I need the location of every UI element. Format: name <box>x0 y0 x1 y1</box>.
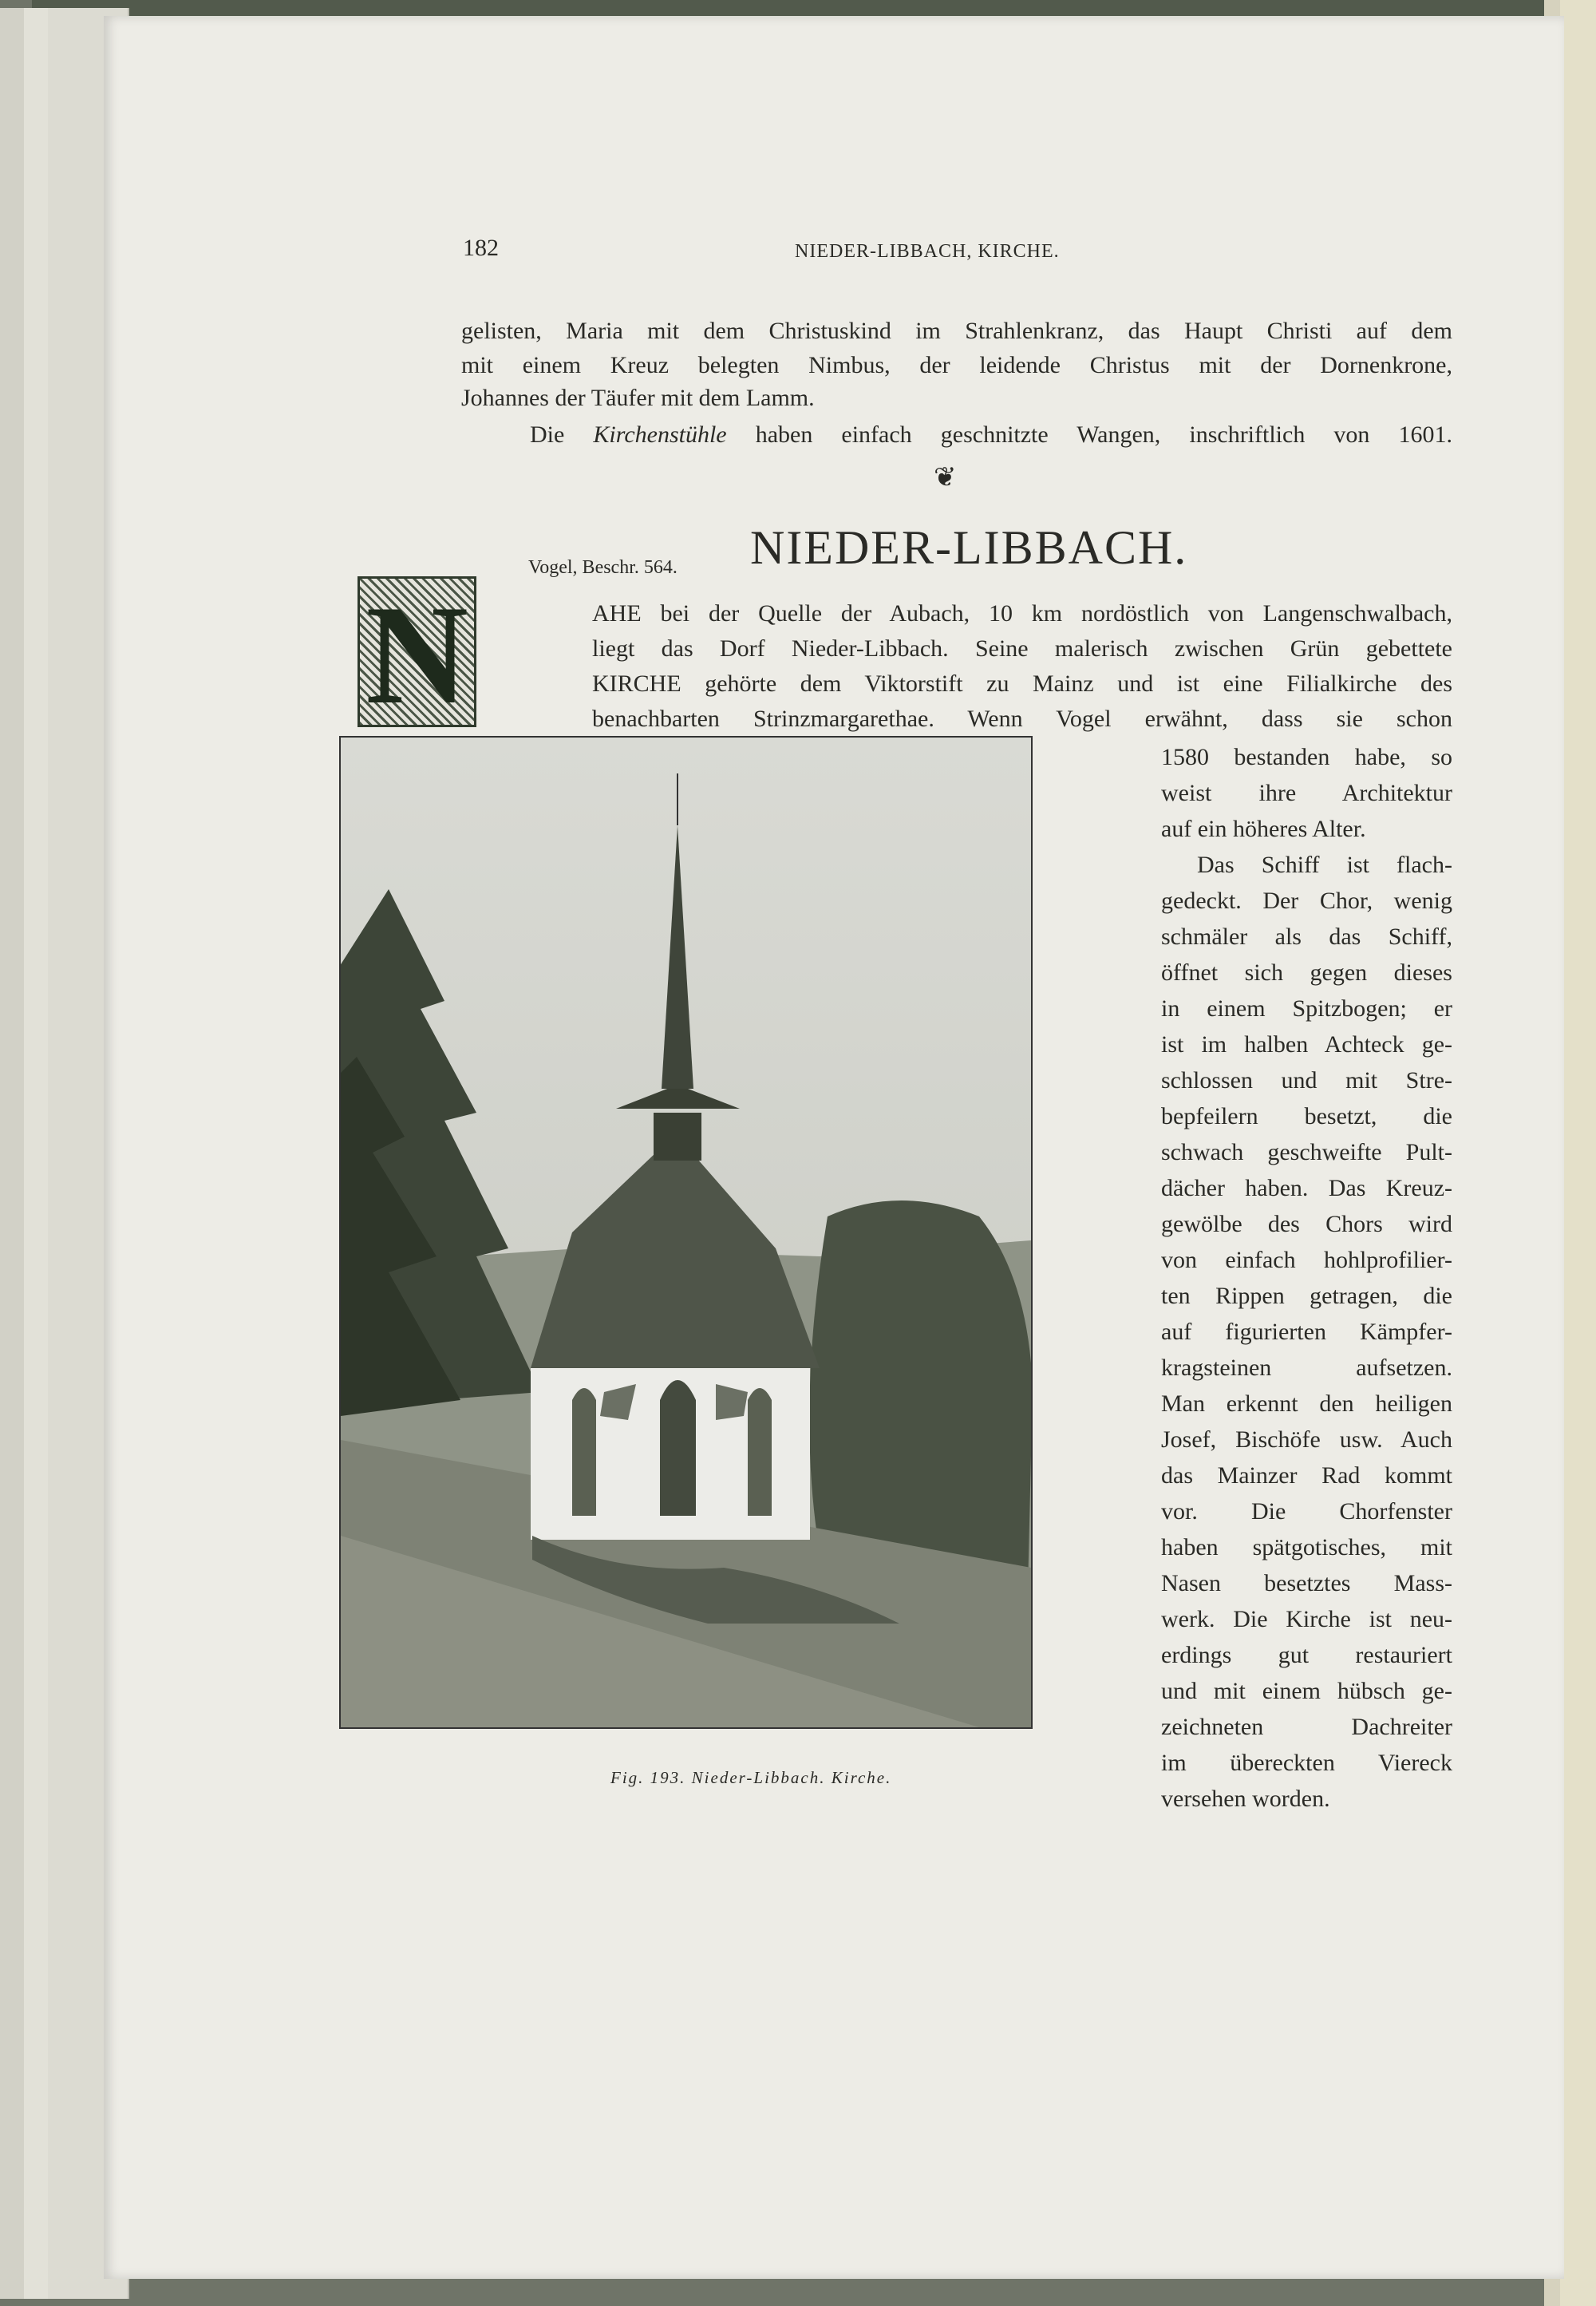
text-span: Die <box>530 421 594 448</box>
ornament: ❦ <box>934 463 957 492</box>
text-line: KIRCHE gehörte dem Viktorstift zu Mainz und ist eine Filialkirche des <box>592 670 1452 697</box>
text-line: öffnet sich gegen dieses <box>1161 959 1452 986</box>
text-line: schwach geschweifte Pult- <box>1161 1139 1452 1165</box>
initial-letter: N <box>365 576 468 734</box>
text-line: liegt das Dorf Nieder-Libbach. Seine malerisch zwischen Grün gebettete <box>592 635 1452 662</box>
text-line: im übereckten Viereck <box>1161 1750 1452 1776</box>
text-line: mit einem Kreuz belegten Nimbus, der leidende Christus mit der Dornenkrone, <box>461 352 1452 378</box>
text-line: Das Schiff ist flach- <box>1197 852 1452 878</box>
text-line: dächer haben. Das Kreuz- <box>1161 1175 1452 1201</box>
emphasis: Kirchenstühle <box>593 421 727 448</box>
section-heading: NIEDER-LIBBACH. <box>750 521 1188 574</box>
pews-line <box>530 418 1452 452</box>
text-line: Johannes der Täufer mit dem Lamm. <box>461 385 815 411</box>
text-line: gelisten, Maria mit dem Christuskind im Strahlenkranz, das Haupt Christi auf dem <box>461 318 1452 344</box>
text-line: erdings gut restauriert <box>1161 1642 1452 1668</box>
source-reference: Vogel, Beschr. 564. <box>528 557 678 578</box>
text-line: gedeckt. Der Chor, wenig <box>1161 888 1452 914</box>
decorated-initial <box>358 576 476 734</box>
text-line: haben spätgotisches, mit <box>1161 1534 1452 1560</box>
text-line: werk. Die Kirche ist neu- <box>1161 1606 1452 1632</box>
text-line: Josef, Bischöfe usw. Auch <box>1161 1426 1452 1453</box>
text-line: und mit einem hübsch ge- <box>1161 1678 1452 1704</box>
text-line: zeichneten Dachreiter <box>1161 1714 1452 1740</box>
text-line: das Mainzer Rad kommt <box>1161 1462 1452 1489</box>
text-line: schmäler als das Schiff, <box>1161 924 1452 950</box>
text-line: auf ein höheres Alter. <box>1161 816 1366 842</box>
text-line: in einem Spitzbogen; er <box>1161 995 1452 1022</box>
text-span: haben einfach geschnitzte Wangen, inschriftlich von 1601. <box>726 421 1452 448</box>
text-line: Nasen besetztes Mass- <box>1161 1570 1452 1596</box>
church-photograph <box>339 736 1033 1729</box>
running-title: NIEDER-LIBBACH, KIRCHE. <box>795 241 1060 262</box>
text-line: AHE bei der Quelle der Aubach, 10 km nordöstlich von Langenschwalbach, <box>592 600 1452 627</box>
page-number: 182 <box>463 235 499 261</box>
text-line: 1580 bestanden habe, so <box>1161 744 1452 770</box>
text-line: gewölbe des Chors wird <box>1161 1211 1452 1237</box>
text-line: versehen worden. <box>1161 1786 1330 1812</box>
text-line: auf figurierten Kämpfer- <box>1161 1319 1452 1345</box>
text-line: benachbarten Strinzmargarethae. Wenn Vogel erwähnt, dass sie schon <box>592 706 1452 732</box>
text-line: ist im halben Achteck ge- <box>1161 1031 1452 1058</box>
text-line: weist ihre Architektur <box>1161 780 1452 806</box>
text-line: vor. Die Chorfenster <box>1161 1498 1452 1525</box>
text-line: schlossen und mit Stre- <box>1161 1067 1452 1094</box>
text-line: ten Rippen getragen, die <box>1161 1283 1452 1309</box>
figure-caption: Fig. 193. Nieder-Libbach. Kirche. <box>610 1768 892 1787</box>
text-line: Man erkennt den heiligen <box>1161 1390 1452 1417</box>
text-line: kragsteinen aufsetzen. <box>1161 1355 1452 1381</box>
text-line: bepfeilern besetzt, die <box>1161 1103 1452 1129</box>
text-line: von einfach hohlprofilier- <box>1161 1247 1452 1273</box>
